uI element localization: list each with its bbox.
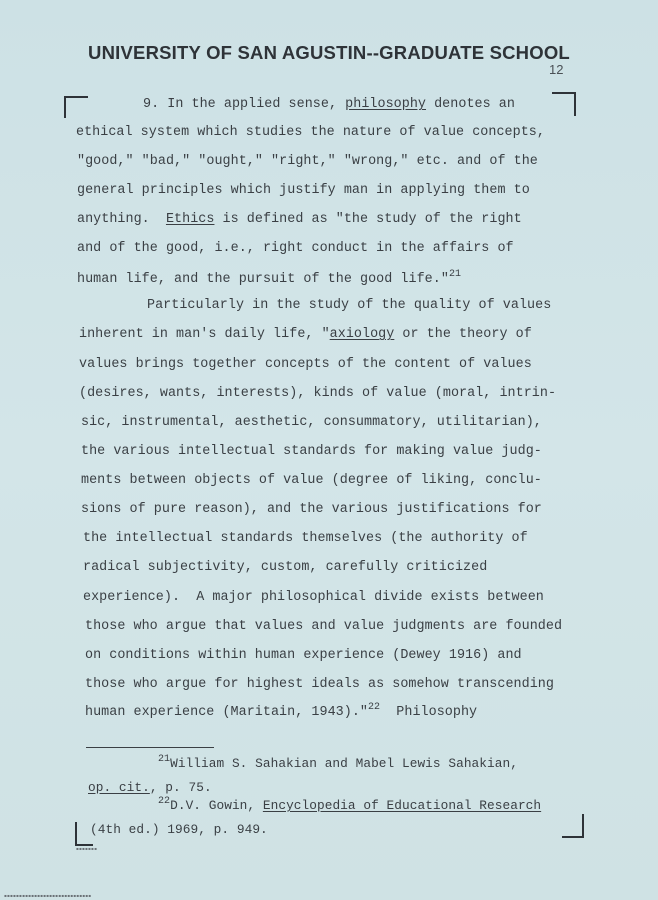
footnote-ref-22: 22 — [368, 702, 381, 713]
text: human life, and the pursuit of the good life." — [77, 272, 449, 287]
p2-line-3: values brings together concepts of the content of values — [79, 357, 532, 372]
text: , p. 75. — [149, 780, 212, 795]
citation-op-cit: op. cit. — [88, 780, 150, 795]
p2-line-9: the intellectual standards themselves (the authority of — [83, 531, 528, 546]
p2-line-15 — [85, 702, 478, 721]
footnote-22-line-1 — [158, 798, 541, 814]
text: William S. Sahakian and Mabel Lewis Sahakian, — [170, 756, 518, 771]
p2-line-10: radical subjectivity, custom, carefully criticized — [83, 560, 488, 575]
text: denotes an — [426, 97, 515, 112]
text: is defined as "the study of the right — [214, 212, 522, 227]
p1-line-5 — [77, 212, 522, 228]
p2-line-6: the various intellectual standards for making value judg- — [81, 444, 542, 459]
p1-line-1 — [143, 97, 515, 113]
p1-line-6: and of the good, i.e., right conduct in the affairs of — [77, 241, 514, 256]
page-header: UNIVERSITY OF SAN AGUSTIN--GRADUATE SCHOOL — [88, 42, 570, 63]
p2-line-4: (desires, wants, interests), kinds of value (moral, intrin- — [79, 386, 557, 401]
citation-title: Encyclopedia of Educational Research — [262, 798, 542, 813]
p2-line-5: sic, instrumental, aesthetic, consummatory, utilitarian), — [81, 415, 542, 430]
p2-line-14: those who argue for highest ideals as somehow transcending — [85, 677, 554, 692]
footnote-ref-21: 21 — [448, 269, 462, 280]
footnote-number: 21 — [158, 754, 171, 765]
p2-line-8: sions of pure reason), and the various justifications for — [81, 502, 542, 517]
text: or the theory of — [394, 327, 532, 342]
p1-line-7 — [77, 269, 462, 288]
page-number: 12 — [549, 62, 564, 77]
scan-mark: ▪▪▪▪▪▪▪ — [76, 846, 98, 851]
footnote-21-line-2 — [88, 780, 212, 796]
corner-mark-top-right — [552, 92, 576, 116]
footnote-22-line-2: (4th ed.) 1969, p. 949. — [90, 822, 268, 837]
corner-mark-top-left — [64, 96, 88, 118]
text: human experience (Maritain, 1943)." — [85, 705, 368, 720]
text: anything. — [77, 212, 166, 227]
p2-line-12: those who argue that values and value judgments are founded — [85, 619, 563, 634]
footnote-21-line-1 — [158, 756, 518, 772]
p2-line-13: on conditions within human experience (Dewey 1916) and — [85, 648, 522, 663]
scan-footer-mark: ▪▪▪▪▪▪▪▪▪▪▪▪▪▪▪▪▪▪▪▪▪▪▪▪▪▪▪▪▪ — [4, 893, 92, 898]
p1-line-2: ethical system which studies the nature of value concepts, — [76, 125, 545, 140]
text: Philosophy — [380, 705, 478, 720]
footnote-number: 22 — [158, 796, 171, 807]
p2-line-1: Particularly in the study of the quality of values — [147, 298, 552, 313]
p1-line-3: "good," "bad," "ought," "right," "wrong," etc. and of the — [77, 154, 538, 169]
term-axiology: axiology — [329, 327, 395, 342]
footnote-separator — [86, 747, 214, 748]
term-ethics: Ethics — [165, 212, 215, 227]
text: inherent in man's daily life, " — [79, 327, 330, 342]
p2-line-7: ments between objects of value (degree of liking, conclu- — [81, 473, 542, 488]
text: D.V. Gowin, — [170, 798, 263, 813]
corner-mark-bottom-right — [562, 814, 584, 838]
p1-line-4: general principles which justify man in applying them to — [77, 183, 530, 198]
text: 9. In the applied sense, — [143, 97, 346, 112]
p2-line-2 — [79, 327, 532, 343]
p2-line-11: experience). A major philosophical divide exists between — [83, 590, 544, 605]
term-philosophy: philosophy — [345, 97, 427, 112]
